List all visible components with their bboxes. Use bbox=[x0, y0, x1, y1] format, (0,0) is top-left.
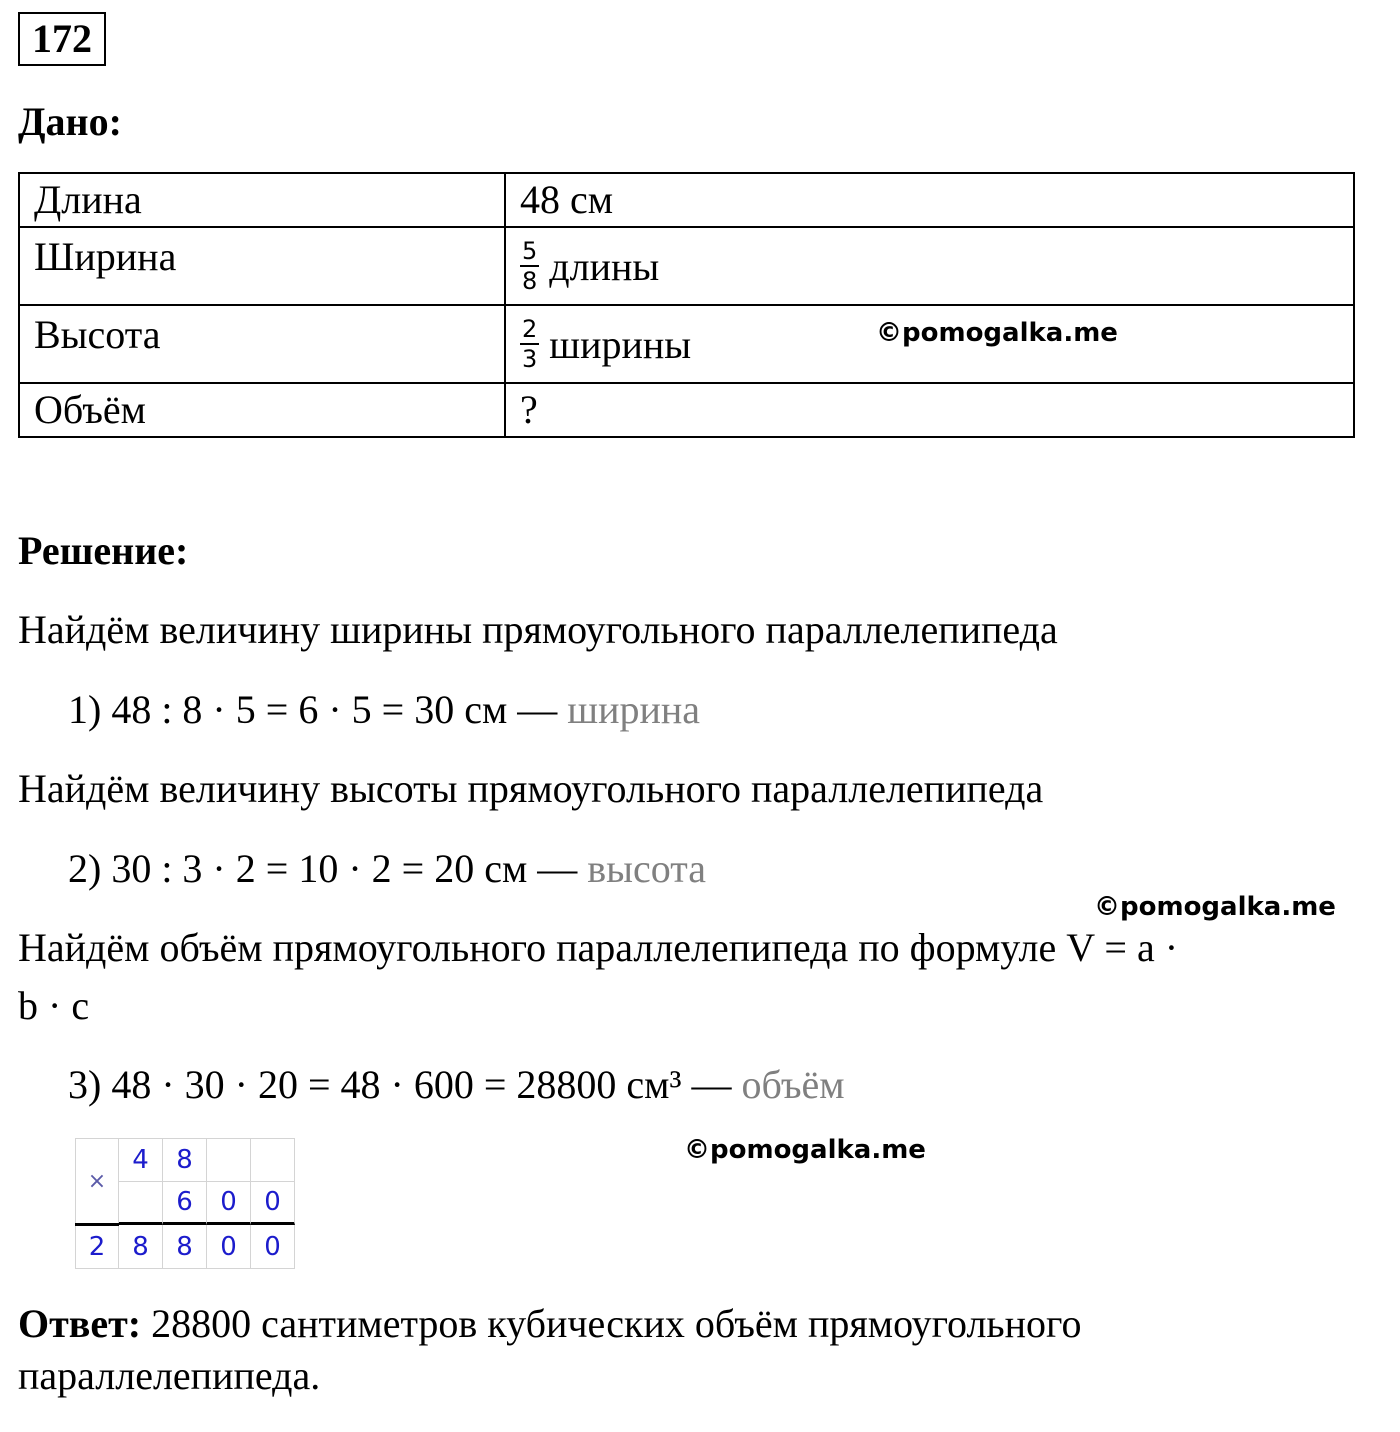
digit-cell bbox=[207, 1138, 251, 1182]
fraction-denominator: 8 bbox=[522, 267, 538, 295]
multiplication-underline bbox=[75, 1223, 119, 1226]
fraction-denominator: 3 bbox=[522, 345, 538, 373]
multiply-operator: × bbox=[75, 1138, 119, 1225]
digit-cell: 4 bbox=[119, 1138, 163, 1182]
fraction-numerator: 5 bbox=[522, 237, 538, 265]
step-expression: 2) 30 : 3 · 2 = 10 · 2 = 20 см — bbox=[68, 846, 578, 891]
step-note: высота bbox=[587, 846, 706, 891]
column-multiplication bbox=[75, 1138, 295, 1269]
watermark: ©pomogalka.me bbox=[1094, 892, 1336, 922]
step-expression: 1) 48 : 8 · 5 = 6 · 5 = 30 см — bbox=[68, 687, 558, 732]
digit-cell: 8 bbox=[163, 1225, 207, 1269]
fraction-height bbox=[520, 315, 539, 373]
step-note: ширина bbox=[567, 687, 701, 732]
digit-cell: 0 bbox=[207, 1225, 251, 1269]
step-note: объём bbox=[741, 1062, 845, 1107]
digit-cell: 0 bbox=[207, 1182, 251, 1226]
digit-cell: 0 bbox=[251, 1182, 295, 1226]
table-row bbox=[19, 173, 1354, 227]
answer-text: 28800 сантиметров кубических объём прямоугольного параллелепипеда. bbox=[18, 1301, 1082, 1398]
given-value-width-text: длины bbox=[549, 243, 660, 289]
given-table bbox=[18, 172, 1355, 438]
solution-intro-width: Найдём величину ширины прямоугольного параллелепипеда bbox=[18, 607, 1058, 652]
given-value-volume: ? bbox=[505, 383, 1354, 437]
table-row bbox=[19, 383, 1354, 437]
digit-cell: 2 bbox=[75, 1225, 119, 1269]
given-value-width bbox=[505, 227, 1354, 305]
answer-label: Ответ: bbox=[18, 1301, 142, 1346]
solution-step-1 bbox=[68, 684, 700, 736]
digit-cell bbox=[119, 1182, 163, 1226]
given-label-height: Высота bbox=[19, 305, 505, 383]
given-label-width: Ширина bbox=[19, 227, 505, 305]
fraction-numerator: 2 bbox=[522, 315, 538, 343]
fraction-width bbox=[520, 237, 539, 295]
solution-intro-volume-line-2: b · c bbox=[18, 983, 90, 1028]
digit-cell: 0 bbox=[251, 1225, 295, 1269]
solution-intro-height: Найдём величину высоты прямоугольного параллелепипеда bbox=[18, 766, 1044, 811]
digit-cell: 8 bbox=[119, 1225, 163, 1269]
solution-step-2 bbox=[68, 843, 706, 895]
solution-intro-volume-line-1: Найдём объём прямоугольного параллелепипеда по формуле V = a · bbox=[18, 925, 1179, 970]
step-expression: 3) 48 · 30 · 20 = 48 · 600 = 28800 см³ — bbox=[68, 1062, 732, 1107]
given-label-length: Длина bbox=[19, 173, 505, 227]
given-heading: Дано: bbox=[18, 99, 122, 144]
given-label-volume: Объём bbox=[19, 383, 505, 437]
solution-heading: Решение: bbox=[18, 528, 189, 573]
table-row bbox=[19, 227, 1354, 305]
watermark: ©pomogalka.me bbox=[876, 318, 1118, 348]
digit-cell: 8 bbox=[163, 1138, 207, 1182]
given-value-length: 48 см bbox=[505, 173, 1354, 227]
given-value-height-text: ширины bbox=[549, 321, 692, 367]
digit-cell bbox=[251, 1138, 295, 1182]
table-row bbox=[19, 305, 1354, 383]
answer bbox=[18, 1298, 1358, 1402]
digit-cell: 6 bbox=[163, 1182, 207, 1226]
watermark: ©pomogalka.me bbox=[684, 1135, 926, 1165]
task-number: 172 bbox=[18, 12, 106, 66]
solution-step-3 bbox=[68, 1059, 845, 1111]
